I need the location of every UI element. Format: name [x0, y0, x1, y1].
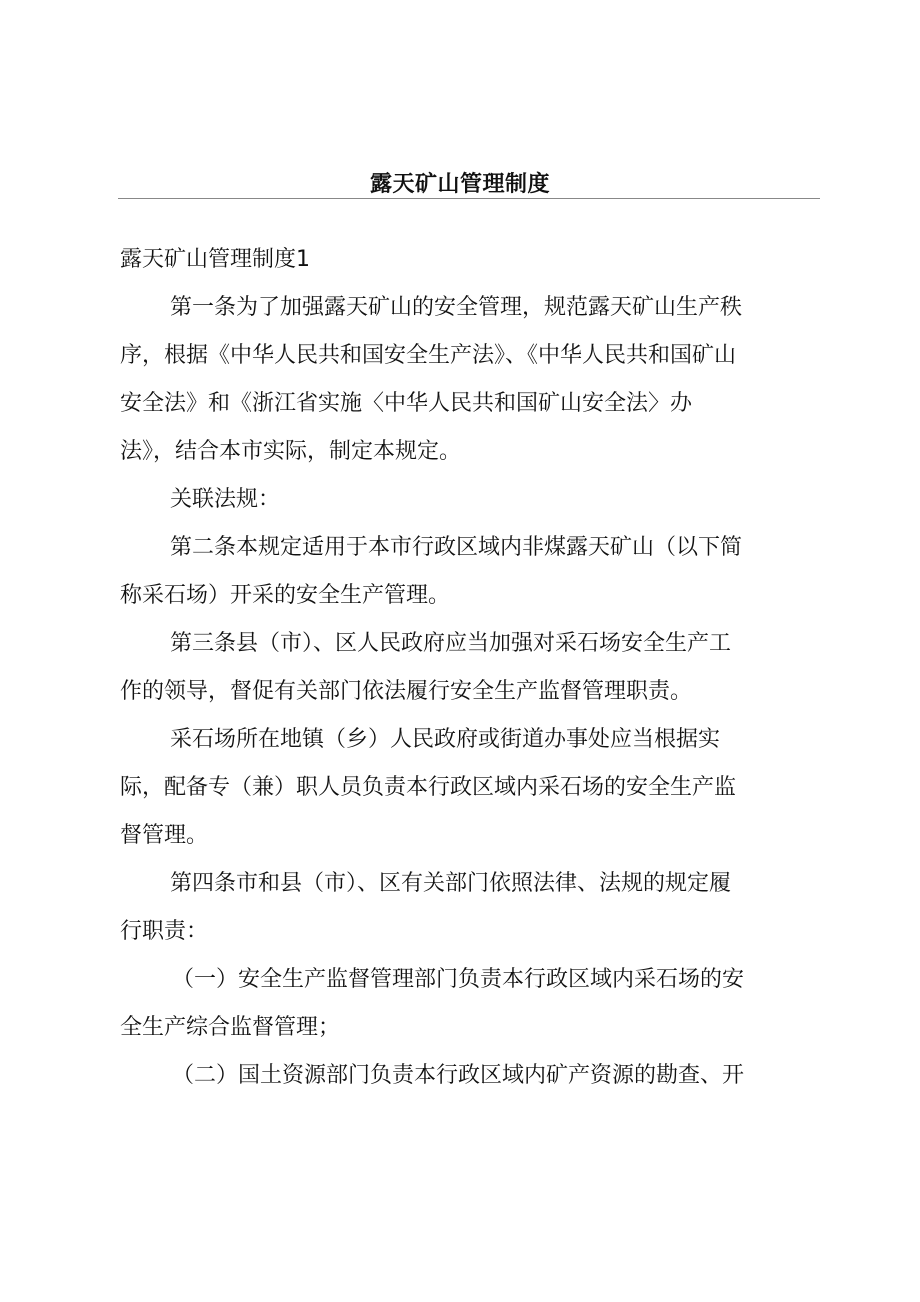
paragraph-line: 安全法》和《浙江省实施〈中华人民共和国矿山安全法〉办 — [120, 391, 693, 416]
paragraph-line: 作的领导，督促有关部门依法履行安全生产监督管理职责。 — [120, 679, 693, 704]
paragraph-line: 序，根据《中华人民共和国安全生产法》、《中华人民共和国矿山 — [120, 343, 737, 368]
paragraph-line: 采石场所在地镇（乡）人民政府或街道办事处应当根据实 — [170, 727, 721, 752]
paragraph-line: 全生产综合监督管理； — [120, 1015, 341, 1040]
paragraph-line: 称采石场）开采的安全生产管理。 — [120, 583, 451, 608]
paragraph-line: 行职责： — [120, 919, 209, 944]
paragraph-line: （一）安全生产监督管理部门负责本行政区域内采石场的安 — [172, 967, 745, 992]
paragraph-line: 督管理。 — [120, 823, 209, 848]
paragraph-line: 第二条本规定适用于本市行政区域内非煤露天矿山（以下简 — [170, 535, 743, 560]
paragraph-line: 际，配备专（兼）职人员负责本行政区域内采石场的安全生产监 — [120, 775, 737, 800]
paragraph-line: 第一条为了加强露天矿山的安全管理，规范露天矿山生产秩 — [170, 295, 743, 320]
section-heading: 露天矿山管理制度1 — [120, 247, 310, 272]
title-divider — [118, 198, 820, 199]
paragraph-line: 第三条县（市）、区人民政府应当加强对采石场安全生产工 — [170, 631, 732, 656]
paragraph-line: 法》，结合本市实际，制定本规定。 — [120, 439, 462, 464]
paragraph-line: 关联法规： — [170, 487, 281, 512]
paragraph-line: （二）国土资源部门负责本行政区域内矿产资源的勘查、开 — [172, 1063, 745, 1088]
document-body — [120, 242, 810, 1106]
paragraph-line: 第四条市和县（市）、区有关部门依照法律、法规的规定履 — [170, 871, 732, 896]
document-title: 露天矿山管理制度 — [369, 172, 550, 197]
